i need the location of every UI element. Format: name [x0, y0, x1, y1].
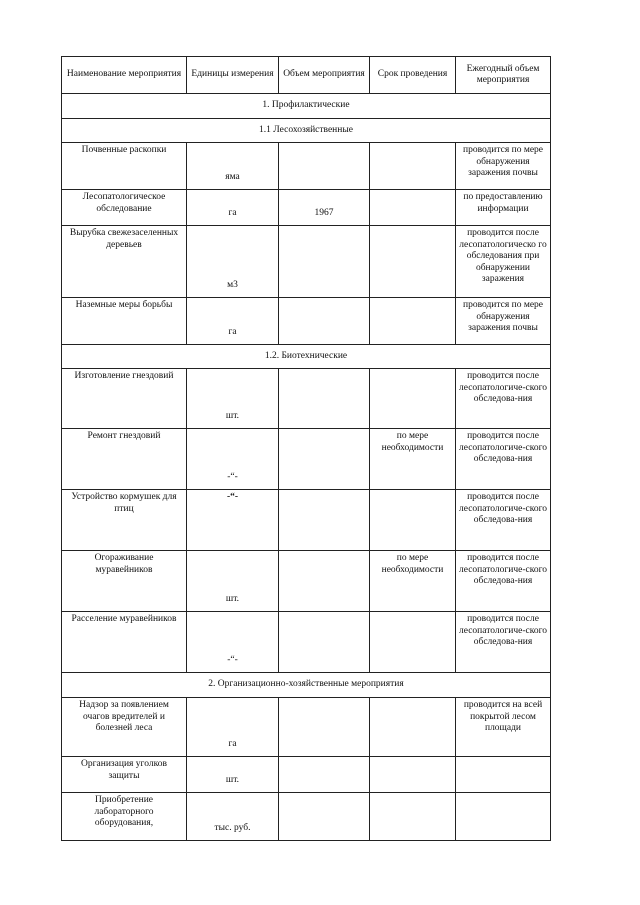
cell-term [370, 143, 456, 190]
cell-unit: яма [187, 143, 279, 190]
table-row [62, 143, 551, 190]
cell-term [370, 698, 456, 757]
cell-volume: 1967 [279, 190, 370, 226]
cell-annual: проводится после лесопатологиче-ского обследова-ния [456, 490, 551, 551]
cell-term [370, 226, 456, 298]
cell-unit: га [187, 298, 279, 345]
cell-name: Почвенные раскопки [62, 143, 187, 190]
cell-term [370, 757, 456, 793]
section-row [62, 345, 551, 369]
header-term: Срок проведения [370, 57, 456, 94]
cell-volume [279, 757, 370, 793]
cell-annual [456, 793, 551, 841]
table-row [62, 757, 551, 793]
section-row [62, 94, 551, 119]
cell-volume [279, 698, 370, 757]
header-volume: Объем мероприятия [279, 57, 370, 94]
table-row [62, 612, 551, 673]
header-annual: Ежегодный объем мероприятия [456, 57, 551, 94]
cell-term [370, 298, 456, 345]
cell-annual: проводится после лесопатологиче-ского обследова-ния [456, 429, 551, 490]
table-row [62, 298, 551, 345]
measures-table [61, 56, 551, 841]
header-row [62, 57, 551, 94]
cell-term [370, 369, 456, 429]
table-row [62, 190, 551, 226]
cell-annual: проводится после лесопатологиче-ского обследова-ния [456, 551, 551, 612]
cell-name: Лесопатологическое обследование [62, 190, 187, 226]
cell-name: Наземные меры борьбы [62, 298, 187, 345]
table-row [62, 490, 551, 551]
table-row [62, 226, 551, 298]
cell-volume [279, 429, 370, 490]
table-row [62, 793, 551, 841]
header-unit: Единицы измерения [187, 57, 279, 94]
cell-name: Надзор за появлением очагов вредителей и болезней леса [62, 698, 187, 757]
table-row [62, 369, 551, 429]
cell-annual: проводится после лесопатологиче-ского обследова-ния [456, 612, 551, 673]
cell-annual [456, 757, 551, 793]
cell-name: Устройство кормушек для птиц [62, 490, 187, 551]
cell-annual: проводится по мере обнаружения заражения почвы [456, 298, 551, 345]
cell-term [370, 490, 456, 551]
cell-annual: проводится после лесопатологиче-ского обследова-ния [456, 369, 551, 429]
cell-unit: -“- [187, 490, 279, 551]
cell-unit: га [187, 698, 279, 757]
cell-unit: -“- [187, 429, 279, 490]
cell-volume [279, 793, 370, 841]
section-row [62, 119, 551, 143]
cell-annual: проводится на всей покрытой лесом площади [456, 698, 551, 757]
cell-unit: м3 [187, 226, 279, 298]
cell-annual: по предоставлению информации [456, 190, 551, 226]
cell-name: Расселение муравейников [62, 612, 187, 673]
table-row [62, 429, 551, 490]
cell-unit: га [187, 190, 279, 226]
cell-name: Приобретение лабораторного оборудования, [62, 793, 187, 841]
cell-unit: шт. [187, 757, 279, 793]
section-title: 1.1 Лесохозяйственные [62, 119, 551, 143]
cell-unit: -“- [187, 612, 279, 673]
cell-volume [279, 143, 370, 190]
cell-volume [279, 226, 370, 298]
cell-term [370, 190, 456, 226]
cell-name: Огораживание муравейников [62, 551, 187, 612]
cell-unit: шт. [187, 551, 279, 612]
cell-annual: проводится по мере обнаружения заражения почвы [456, 143, 551, 190]
section-row [62, 673, 551, 698]
cell-term: по мере необходимости [370, 551, 456, 612]
header-name: Наименование мероприятия [62, 57, 187, 94]
cell-volume [279, 490, 370, 551]
cell-volume [279, 369, 370, 429]
cell-unit: тыс. руб. [187, 793, 279, 841]
table-row [62, 551, 551, 612]
cell-volume [279, 612, 370, 673]
cell-name: Изготовление гнездовий [62, 369, 187, 429]
table-row [62, 698, 551, 757]
section-title: 1.2. Биотехнические [62, 345, 551, 369]
cell-name: Ремонт гнездовий [62, 429, 187, 490]
cell-unit: шт. [187, 369, 279, 429]
cell-term [370, 793, 456, 841]
cell-volume [279, 298, 370, 345]
cell-name: Организация уголков защиты [62, 757, 187, 793]
cell-annual: проводится после лесопатологическо го обследования при обнаружении заражения [456, 226, 551, 298]
cell-term [370, 612, 456, 673]
cell-name: Вырубка свежезаселенных деревьев [62, 226, 187, 298]
section-title: 2. Организационно-хозяйственные мероприятия [62, 673, 551, 698]
section-title: 1. Профилактические [62, 94, 551, 119]
cell-term: по мере необходимости [370, 429, 456, 490]
cell-volume [279, 551, 370, 612]
